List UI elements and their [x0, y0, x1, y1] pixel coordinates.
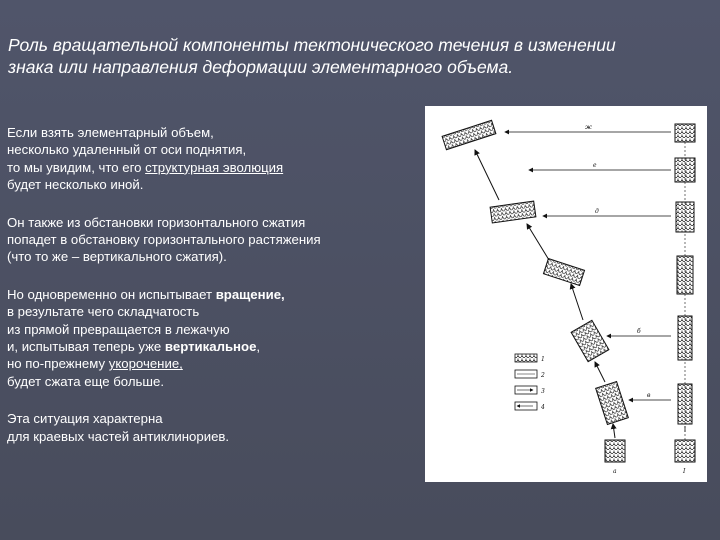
p3-line-6: будет сжата еще больше. [7, 373, 164, 389]
paragraph-2 [7, 214, 417, 266]
label-d: д [595, 208, 599, 215]
legend [515, 354, 545, 411]
legend-label-4: 4 [541, 404, 545, 411]
block-g-left [543, 259, 584, 286]
p3-line-4-comma: , [256, 339, 261, 355]
p2-line-3: (что то же – вертикального сжатия). [7, 249, 227, 265]
arrow-d-zh [475, 150, 499, 200]
legend-swatch-1 [515, 354, 537, 362]
p4-line-2: для краевых частей антиклинориев. [7, 428, 230, 444]
label-b: б [637, 328, 641, 335]
p3-line-4-text: и, испытывая теперь уже [7, 339, 165, 355]
p3-line-4 [7, 338, 417, 355]
p1-line-4: будет несколько иной. [7, 177, 144, 193]
arrow-b-g [571, 284, 583, 320]
p3-line-1 [7, 286, 417, 303]
arrow-a-v [613, 424, 615, 438]
p1-line-1: Если взять элементарный объем, [7, 125, 214, 140]
legend-label-1: 1 [541, 356, 545, 363]
left-path-arrows [475, 150, 615, 438]
body-text [7, 124, 417, 465]
block-d-left [490, 201, 536, 223]
paragraph-3 [7, 286, 417, 390]
label-one: I [683, 468, 686, 475]
p3-line-5-text: но по-прежнему [7, 356, 109, 372]
left-path-blocks [442, 120, 628, 462]
p1-line-3 [7, 159, 417, 176]
p3-line-2: в результате чего складчатость [7, 304, 200, 320]
p3-line-5 [7, 355, 417, 372]
title-line-1: Роль вращательной компоненты тектонического течения в изменении [8, 35, 616, 55]
p1-line-3-text: то мы увидим, что его [7, 159, 146, 175]
p3-line-3: из прямой превращается в лежачую [7, 321, 230, 337]
label-v: в [647, 392, 651, 399]
block-zh-left [442, 120, 496, 149]
p2-line-2: попадет в обстановку горизонтального растяжения [7, 232, 321, 248]
legend-label-2: 2 [541, 372, 545, 379]
p2-line-1: Он также из обстановки горизонтального сжатия [7, 214, 306, 230]
paragraph-1 [7, 124, 417, 194]
arrow-v-b [595, 362, 605, 382]
structural-evolution-diagram [425, 106, 707, 482]
block-a-right [675, 440, 695, 462]
shortening-underlined: укорочение, [108, 356, 183, 372]
diagram-svg [425, 106, 707, 482]
block-a-left [605, 440, 625, 462]
label-zh: ж [585, 124, 592, 131]
p4-line-1: Эта ситуация характерна [7, 411, 163, 427]
p3-line-1-text: Но одновременно он испытывает [7, 286, 216, 302]
p1-line-2: несколько удаленный от оси поднятия, [7, 142, 247, 158]
structural-evolution-underlined: структурная эволюция [145, 159, 284, 175]
paragraph-4 [7, 410, 417, 445]
label-e: е [593, 162, 597, 169]
block-zh-right [675, 124, 695, 142]
arrow-g-d [527, 224, 549, 260]
vertical-bold: вертикальное [164, 339, 257, 355]
rotation-bold: вращение, [215, 286, 285, 302]
title-line-2: знака или направления деформации элементарного объема. [8, 57, 514, 77]
slide-title [8, 34, 708, 78]
block-v-left [596, 382, 629, 425]
block-b-left [571, 320, 609, 361]
legend-label-3: 3 [541, 388, 545, 395]
label-a: а [613, 468, 617, 475]
